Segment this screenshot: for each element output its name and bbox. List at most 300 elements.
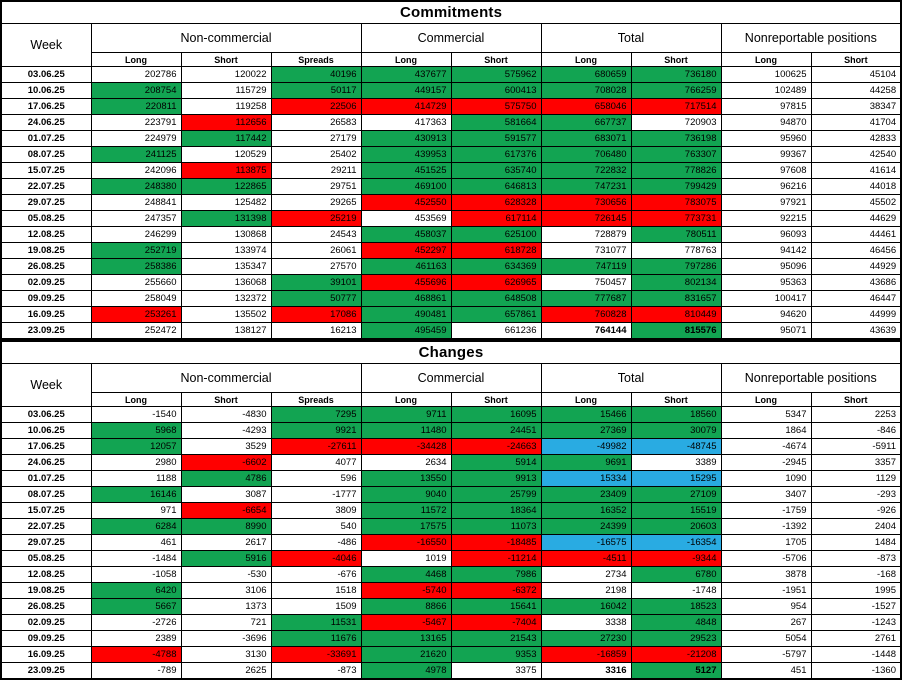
- value-cell: 3878: [721, 567, 811, 583]
- value-cell: -2945: [721, 455, 811, 471]
- group-header: Non-commercial: [91, 364, 361, 393]
- value-cell: 3106: [181, 583, 271, 599]
- value-cell: -1360: [811, 663, 901, 680]
- value-cell: 773731: [631, 211, 721, 227]
- value-cell: 575750: [451, 99, 541, 115]
- group-header: Commercial: [361, 24, 541, 53]
- value-cell: 5667: [91, 599, 181, 615]
- value-cell: 247357: [91, 211, 181, 227]
- value-cell: -873: [811, 551, 901, 567]
- value-cell: 40196: [271, 67, 361, 83]
- value-cell: 113875: [181, 163, 271, 179]
- value-cell: 5347: [721, 407, 811, 423]
- table-row: [1, 67, 901, 83]
- value-cell: 97608: [721, 163, 811, 179]
- value-cell: 15466: [541, 407, 631, 423]
- value-cell: 258386: [91, 259, 181, 275]
- value-cell: -3696: [181, 631, 271, 647]
- sub-header: Long: [721, 393, 811, 407]
- value-cell: 43686: [811, 275, 901, 291]
- value-cell: 706480: [541, 147, 631, 163]
- value-cell: 726145: [541, 211, 631, 227]
- value-cell: -6654: [181, 503, 271, 519]
- value-cell: -2726: [91, 615, 181, 631]
- value-cell: 461: [91, 535, 181, 551]
- value-cell: 44258: [811, 83, 901, 99]
- sub-header: Short: [451, 393, 541, 407]
- value-cell: 248841: [91, 195, 181, 211]
- value-cell: 468861: [361, 291, 451, 307]
- commitments-group-header-row: [1, 24, 901, 53]
- value-cell: 9353: [451, 647, 541, 663]
- value-cell: -1527: [811, 599, 901, 615]
- table-row: [1, 99, 901, 115]
- value-cell: 16352: [541, 503, 631, 519]
- table-row: [1, 407, 901, 423]
- value-cell: -1484: [91, 551, 181, 567]
- value-cell: 3375: [451, 663, 541, 680]
- value-cell: 437677: [361, 67, 451, 83]
- value-cell: 24451: [451, 423, 541, 439]
- value-cell: 3357: [811, 455, 901, 471]
- value-cell: 449157: [361, 83, 451, 99]
- value-cell: 5916: [181, 551, 271, 567]
- week-cell: 23.09.25: [1, 663, 91, 680]
- value-cell: 29265: [271, 195, 361, 211]
- value-cell: 778826: [631, 163, 721, 179]
- value-cell: -4293: [181, 423, 271, 439]
- value-cell: 23409: [541, 487, 631, 503]
- value-cell: 117442: [181, 131, 271, 147]
- value-cell: 799429: [631, 179, 721, 195]
- value-cell: -5740: [361, 583, 451, 599]
- value-cell: 646813: [451, 179, 541, 195]
- week-cell: 02.09.25: [1, 615, 91, 631]
- value-cell: 2404: [811, 519, 901, 535]
- value-cell: -9344: [631, 551, 721, 567]
- week-cell: 01.07.25: [1, 131, 91, 147]
- value-cell: 15334: [541, 471, 631, 487]
- value-cell: -16859: [541, 647, 631, 663]
- value-cell: 797286: [631, 259, 721, 275]
- changes-title: Changes: [1, 341, 901, 364]
- value-cell: -1058: [91, 567, 181, 583]
- value-cell: -676: [271, 567, 361, 583]
- value-cell: 25799: [451, 487, 541, 503]
- value-cell: 451: [721, 663, 811, 680]
- value-cell: 971: [91, 503, 181, 519]
- value-cell: -5467: [361, 615, 451, 631]
- value-cell: 42540: [811, 147, 901, 163]
- sub-header: Long: [721, 53, 811, 67]
- value-cell: -530: [181, 567, 271, 583]
- table-row: [1, 275, 901, 291]
- value-cell: 4786: [181, 471, 271, 487]
- commitments-sub-header-row: [1, 53, 901, 67]
- value-cell: 41704: [811, 115, 901, 131]
- value-cell: 16095: [451, 407, 541, 423]
- value-cell: 252719: [91, 243, 181, 259]
- value-cell: -48745: [631, 439, 721, 455]
- value-cell: 130868: [181, 227, 271, 243]
- value-cell: 135347: [181, 259, 271, 275]
- value-cell: -16575: [541, 535, 631, 551]
- value-cell: 581664: [451, 115, 541, 131]
- value-cell: 97921: [721, 195, 811, 211]
- value-cell: 635740: [451, 163, 541, 179]
- value-cell: 122865: [181, 179, 271, 195]
- value-cell: -1392: [721, 519, 811, 535]
- value-cell: 11480: [361, 423, 451, 439]
- value-cell: 45502: [811, 195, 901, 211]
- value-cell: 252472: [91, 323, 181, 340]
- value-cell: 46447: [811, 291, 901, 307]
- week-cell: 22.07.25: [1, 519, 91, 535]
- value-cell: 18364: [451, 503, 541, 519]
- value-cell: -1448: [811, 647, 901, 663]
- value-cell: 657861: [451, 307, 541, 323]
- table-row: [1, 535, 901, 551]
- value-cell: 626965: [451, 275, 541, 291]
- value-cell: 258049: [91, 291, 181, 307]
- value-cell: 119258: [181, 99, 271, 115]
- value-cell: -168: [811, 567, 901, 583]
- value-cell: -21208: [631, 647, 721, 663]
- value-cell: 1484: [811, 535, 901, 551]
- group-header: Commercial: [361, 364, 541, 393]
- table-row: [1, 551, 901, 567]
- value-cell: 6284: [91, 519, 181, 535]
- value-cell: 728879: [541, 227, 631, 243]
- changes-title-row: [1, 341, 901, 364]
- value-cell: 135502: [181, 307, 271, 323]
- value-cell: 2253: [811, 407, 901, 423]
- value-cell: 954: [721, 599, 811, 615]
- sub-header: Short: [811, 393, 901, 407]
- value-cell: 97815: [721, 99, 811, 115]
- week-cell: 22.07.25: [1, 179, 91, 195]
- value-cell: 208754: [91, 83, 181, 99]
- value-cell: 3338: [541, 615, 631, 631]
- value-cell: -49982: [541, 439, 631, 455]
- value-cell: 50117: [271, 83, 361, 99]
- value-cell: 3087: [181, 487, 271, 503]
- value-cell: 94620: [721, 307, 811, 323]
- sub-header: Short: [631, 53, 721, 67]
- table-row: [1, 567, 901, 583]
- value-cell: 27230: [541, 631, 631, 647]
- value-cell: -24663: [451, 439, 541, 455]
- value-cell: 1864: [721, 423, 811, 439]
- value-cell: 648508: [451, 291, 541, 307]
- value-cell: 414729: [361, 99, 451, 115]
- value-cell: 246299: [91, 227, 181, 243]
- value-cell: 202786: [91, 67, 181, 83]
- value-cell: 95071: [721, 323, 811, 340]
- week-cell: 12.08.25: [1, 227, 91, 243]
- value-cell: 27109: [631, 487, 721, 503]
- value-cell: 248380: [91, 179, 181, 195]
- table-row: [1, 455, 901, 471]
- value-cell: 100417: [721, 291, 811, 307]
- value-cell: 720903: [631, 115, 721, 131]
- value-cell: 777687: [541, 291, 631, 307]
- table-row: [1, 195, 901, 211]
- value-cell: 5054: [721, 631, 811, 647]
- value-cell: 763307: [631, 147, 721, 163]
- changes-sub-header-row: [1, 393, 901, 407]
- value-cell: 3529: [181, 439, 271, 455]
- value-cell: 16042: [541, 599, 631, 615]
- week-cell: 10.06.25: [1, 423, 91, 439]
- value-cell: 45104: [811, 67, 901, 83]
- value-cell: 242096: [91, 163, 181, 179]
- value-cell: -18485: [451, 535, 541, 551]
- value-cell: 5914: [451, 455, 541, 471]
- week-cell: 15.07.25: [1, 503, 91, 519]
- value-cell: 267: [721, 615, 811, 631]
- value-cell: -789: [91, 663, 181, 680]
- week-cell: 19.08.25: [1, 583, 91, 599]
- group-header: Nonreportable positions: [721, 24, 901, 53]
- week-cell: 24.06.25: [1, 455, 91, 471]
- table-row: [1, 439, 901, 455]
- value-cell: 831657: [631, 291, 721, 307]
- value-cell: 95960: [721, 131, 811, 147]
- value-cell: 453569: [361, 211, 451, 227]
- value-cell: 717514: [631, 99, 721, 115]
- value-cell: -5797: [721, 647, 811, 663]
- table-row: [1, 83, 901, 99]
- value-cell: 99367: [721, 147, 811, 163]
- value-cell: -34428: [361, 439, 451, 455]
- value-cell: -1540: [91, 407, 181, 423]
- value-cell: 2734: [541, 567, 631, 583]
- value-cell: 29523: [631, 631, 721, 647]
- value-cell: 617376: [451, 147, 541, 163]
- value-cell: 1090: [721, 471, 811, 487]
- value-cell: 451525: [361, 163, 451, 179]
- value-cell: 136068: [181, 275, 271, 291]
- value-cell: -4830: [181, 407, 271, 423]
- table-row: [1, 503, 901, 519]
- value-cell: 24399: [541, 519, 631, 535]
- value-cell: 27179: [271, 131, 361, 147]
- value-cell: 810449: [631, 307, 721, 323]
- value-cell: 16146: [91, 487, 181, 503]
- value-cell: 41614: [811, 163, 901, 179]
- sub-header: Short: [181, 393, 271, 407]
- value-cell: 1509: [271, 599, 361, 615]
- value-cell: 26583: [271, 115, 361, 131]
- value-cell: 731077: [541, 243, 631, 259]
- value-cell: 24543: [271, 227, 361, 243]
- value-cell: -5911: [811, 439, 901, 455]
- value-cell: 661236: [451, 323, 541, 340]
- value-cell: 12057: [91, 439, 181, 455]
- value-cell: -1243: [811, 615, 901, 631]
- value-cell: 452297: [361, 243, 451, 259]
- table-row: [1, 163, 901, 179]
- value-cell: 458037: [361, 227, 451, 243]
- value-cell: -4788: [91, 647, 181, 663]
- week-cell: 17.06.25: [1, 99, 91, 115]
- value-cell: 3407: [721, 487, 811, 503]
- value-cell: 13550: [361, 471, 451, 487]
- value-cell: 760828: [541, 307, 631, 323]
- week-column-header: Week: [1, 24, 91, 67]
- value-cell: 11073: [451, 519, 541, 535]
- value-cell: 44999: [811, 307, 901, 323]
- value-cell: 815576: [631, 323, 721, 340]
- value-cell: 43639: [811, 323, 901, 340]
- value-cell: 100625: [721, 67, 811, 83]
- value-cell: 596: [271, 471, 361, 487]
- value-cell: 95363: [721, 275, 811, 291]
- value-cell: 29751: [271, 179, 361, 195]
- table-row: [1, 243, 901, 259]
- value-cell: 30079: [631, 423, 721, 439]
- value-cell: 131398: [181, 211, 271, 227]
- value-cell: -1951: [721, 583, 811, 599]
- sub-header: Short: [631, 393, 721, 407]
- value-cell: 44461: [811, 227, 901, 243]
- week-cell: 08.07.25: [1, 487, 91, 503]
- value-cell: 1705: [721, 535, 811, 551]
- value-cell: 9711: [361, 407, 451, 423]
- value-cell: 15641: [451, 599, 541, 615]
- sub-header: Short: [181, 53, 271, 67]
- value-cell: 747231: [541, 179, 631, 195]
- value-cell: 3809: [271, 503, 361, 519]
- value-cell: 13165: [361, 631, 451, 647]
- value-cell: 628328: [451, 195, 541, 211]
- value-cell: 220811: [91, 99, 181, 115]
- value-cell: -1748: [631, 583, 721, 599]
- value-cell: 634369: [451, 259, 541, 275]
- value-cell: 7986: [451, 567, 541, 583]
- sub-header: Long: [361, 53, 451, 67]
- value-cell: 5127: [631, 663, 721, 680]
- table-row: [1, 487, 901, 503]
- value-cell: 15519: [631, 503, 721, 519]
- value-cell: -873: [271, 663, 361, 680]
- value-cell: 92215: [721, 211, 811, 227]
- value-cell: 96216: [721, 179, 811, 195]
- value-cell: 683071: [541, 131, 631, 147]
- value-cell: 766259: [631, 83, 721, 99]
- sub-header: Long: [541, 53, 631, 67]
- table-row: [1, 211, 901, 227]
- table-row: [1, 291, 901, 307]
- value-cell: -11214: [451, 551, 541, 567]
- value-cell: 29211: [271, 163, 361, 179]
- week-cell: 08.07.25: [1, 147, 91, 163]
- value-cell: -6372: [451, 583, 541, 599]
- value-cell: 764144: [541, 323, 631, 340]
- value-cell: -16354: [631, 535, 721, 551]
- group-header: Non-commercial: [91, 24, 361, 53]
- value-cell: 44929: [811, 259, 901, 275]
- value-cell: 9913: [451, 471, 541, 487]
- value-cell: 102489: [721, 83, 811, 99]
- value-cell: -33691: [271, 647, 361, 663]
- sub-header: Spreads: [271, 53, 361, 67]
- table-row: [1, 307, 901, 323]
- value-cell: 96093: [721, 227, 811, 243]
- week-cell: 09.09.25: [1, 291, 91, 307]
- value-cell: 8990: [181, 519, 271, 535]
- value-cell: 9691: [541, 455, 631, 471]
- week-cell: 01.07.25: [1, 471, 91, 487]
- week-cell: 10.06.25: [1, 83, 91, 99]
- value-cell: 1518: [271, 583, 361, 599]
- table-row: [1, 631, 901, 647]
- value-cell: -27611: [271, 439, 361, 455]
- value-cell: 5968: [91, 423, 181, 439]
- value-cell: 115729: [181, 83, 271, 99]
- value-cell: 1373: [181, 599, 271, 615]
- week-cell: 24.06.25: [1, 115, 91, 131]
- value-cell: -293: [811, 487, 901, 503]
- value-cell: -926: [811, 503, 901, 519]
- week-cell: 17.06.25: [1, 439, 91, 455]
- value-cell: 2198: [541, 583, 631, 599]
- sub-header: Short: [811, 53, 901, 67]
- value-cell: 469100: [361, 179, 451, 195]
- value-cell: 730656: [541, 195, 631, 211]
- value-cell: 2617: [181, 535, 271, 551]
- sub-header: Long: [91, 393, 181, 407]
- value-cell: -1759: [721, 503, 811, 519]
- value-cell: 44629: [811, 211, 901, 227]
- table-row: [1, 583, 901, 599]
- week-cell: 15.07.25: [1, 163, 91, 179]
- value-cell: 20603: [631, 519, 721, 535]
- value-cell: 4468: [361, 567, 451, 583]
- week-cell: 19.08.25: [1, 243, 91, 259]
- value-cell: 430913: [361, 131, 451, 147]
- sub-header: Long: [541, 393, 631, 407]
- group-header: Total: [541, 364, 721, 393]
- value-cell: 618728: [451, 243, 541, 259]
- value-cell: 95096: [721, 259, 811, 275]
- sub-header: Long: [91, 53, 181, 67]
- value-cell: 1995: [811, 583, 901, 599]
- table-row: [1, 131, 901, 147]
- sub-header: Short: [451, 53, 541, 67]
- value-cell: 490481: [361, 307, 451, 323]
- value-cell: 94142: [721, 243, 811, 259]
- value-cell: 27369: [541, 423, 631, 439]
- value-cell: 133974: [181, 243, 271, 259]
- value-cell: 253261: [91, 307, 181, 323]
- value-cell: 44018: [811, 179, 901, 195]
- value-cell: 721: [181, 615, 271, 631]
- value-cell: 658046: [541, 99, 631, 115]
- changes-body: [1, 407, 901, 680]
- value-cell: -4674: [721, 439, 811, 455]
- value-cell: 461163: [361, 259, 451, 275]
- week-cell: 29.07.25: [1, 195, 91, 211]
- table-row: [1, 179, 901, 195]
- table-row: [1, 423, 901, 439]
- value-cell: 455696: [361, 275, 451, 291]
- value-cell: 1188: [91, 471, 181, 487]
- value-cell: 26061: [271, 243, 361, 259]
- value-cell: 11572: [361, 503, 451, 519]
- value-cell: 780511: [631, 227, 721, 243]
